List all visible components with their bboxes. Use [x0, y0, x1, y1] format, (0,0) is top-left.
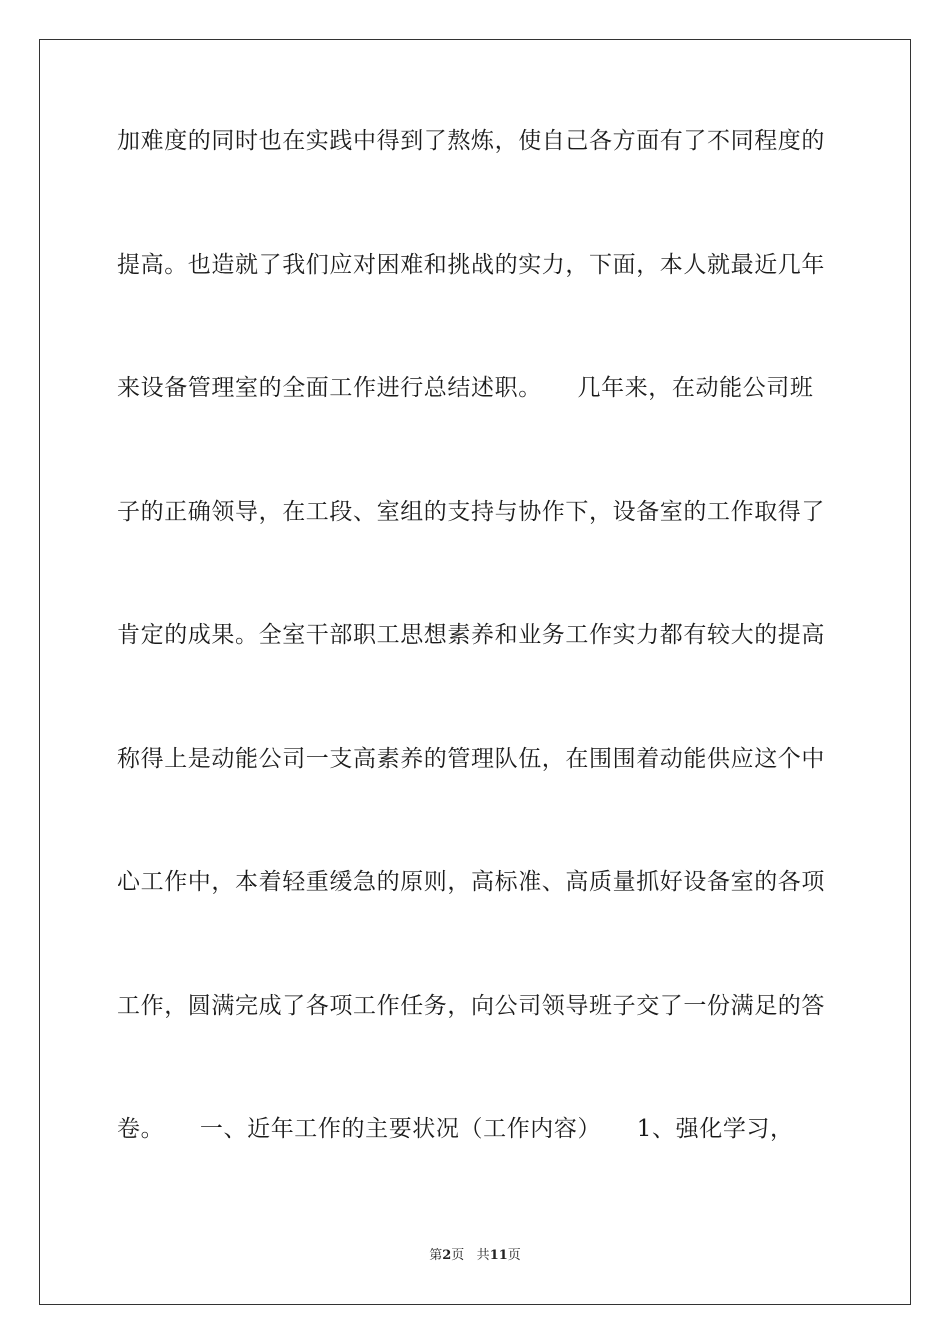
page-label-prefix: 第 [429, 1248, 443, 1263]
text-line-7: 心工作中，本着轻重缓急的原则，高标准、高质量抓好设备室的各项 [117, 869, 825, 895]
text-line-6: 称得上是动能公司一支高素养的管理队伍，在围围着动能供应这个中 [117, 745, 825, 772]
text-line-5: 肯定的成果。全室干部职工思想素养和业务工作实力都有较大的提高 [117, 622, 825, 648]
text-line-1: 加难度的同时也在实践中得到了熬炼，使自己各方面有了不同程度的 [117, 128, 825, 154]
total-pages: 11 [489, 1248, 508, 1263]
total-label-prefix: 共 [476, 1248, 490, 1263]
page-number: 2 [442, 1248, 452, 1263]
text-line-3: 来设备管理室的全面工作进行总结述职。 几年来，在动能公司班 [117, 375, 814, 401]
total-label-suffix: 页 [507, 1248, 521, 1263]
document-body [117, 126, 837, 1238]
text-line-4: 子的正确领导，在工段、室组的支持与协作下，设备室的工作取得了 [117, 498, 825, 525]
text-line-8: 工作，圆满完成了各项工作任务，向公司领导班子交了一份满足的答 [117, 992, 825, 1019]
page-footer [0, 1244, 950, 1263]
page-label-suffix: 页 [451, 1248, 465, 1263]
text-line-9: 卷。 一、近年工作的主要状况（工作内容） 1、强化学习， [117, 1116, 794, 1142]
text-line-2: 提高。也造就了我们应对困难和挑战的实力，下面，本人就最近几年 [117, 251, 825, 278]
